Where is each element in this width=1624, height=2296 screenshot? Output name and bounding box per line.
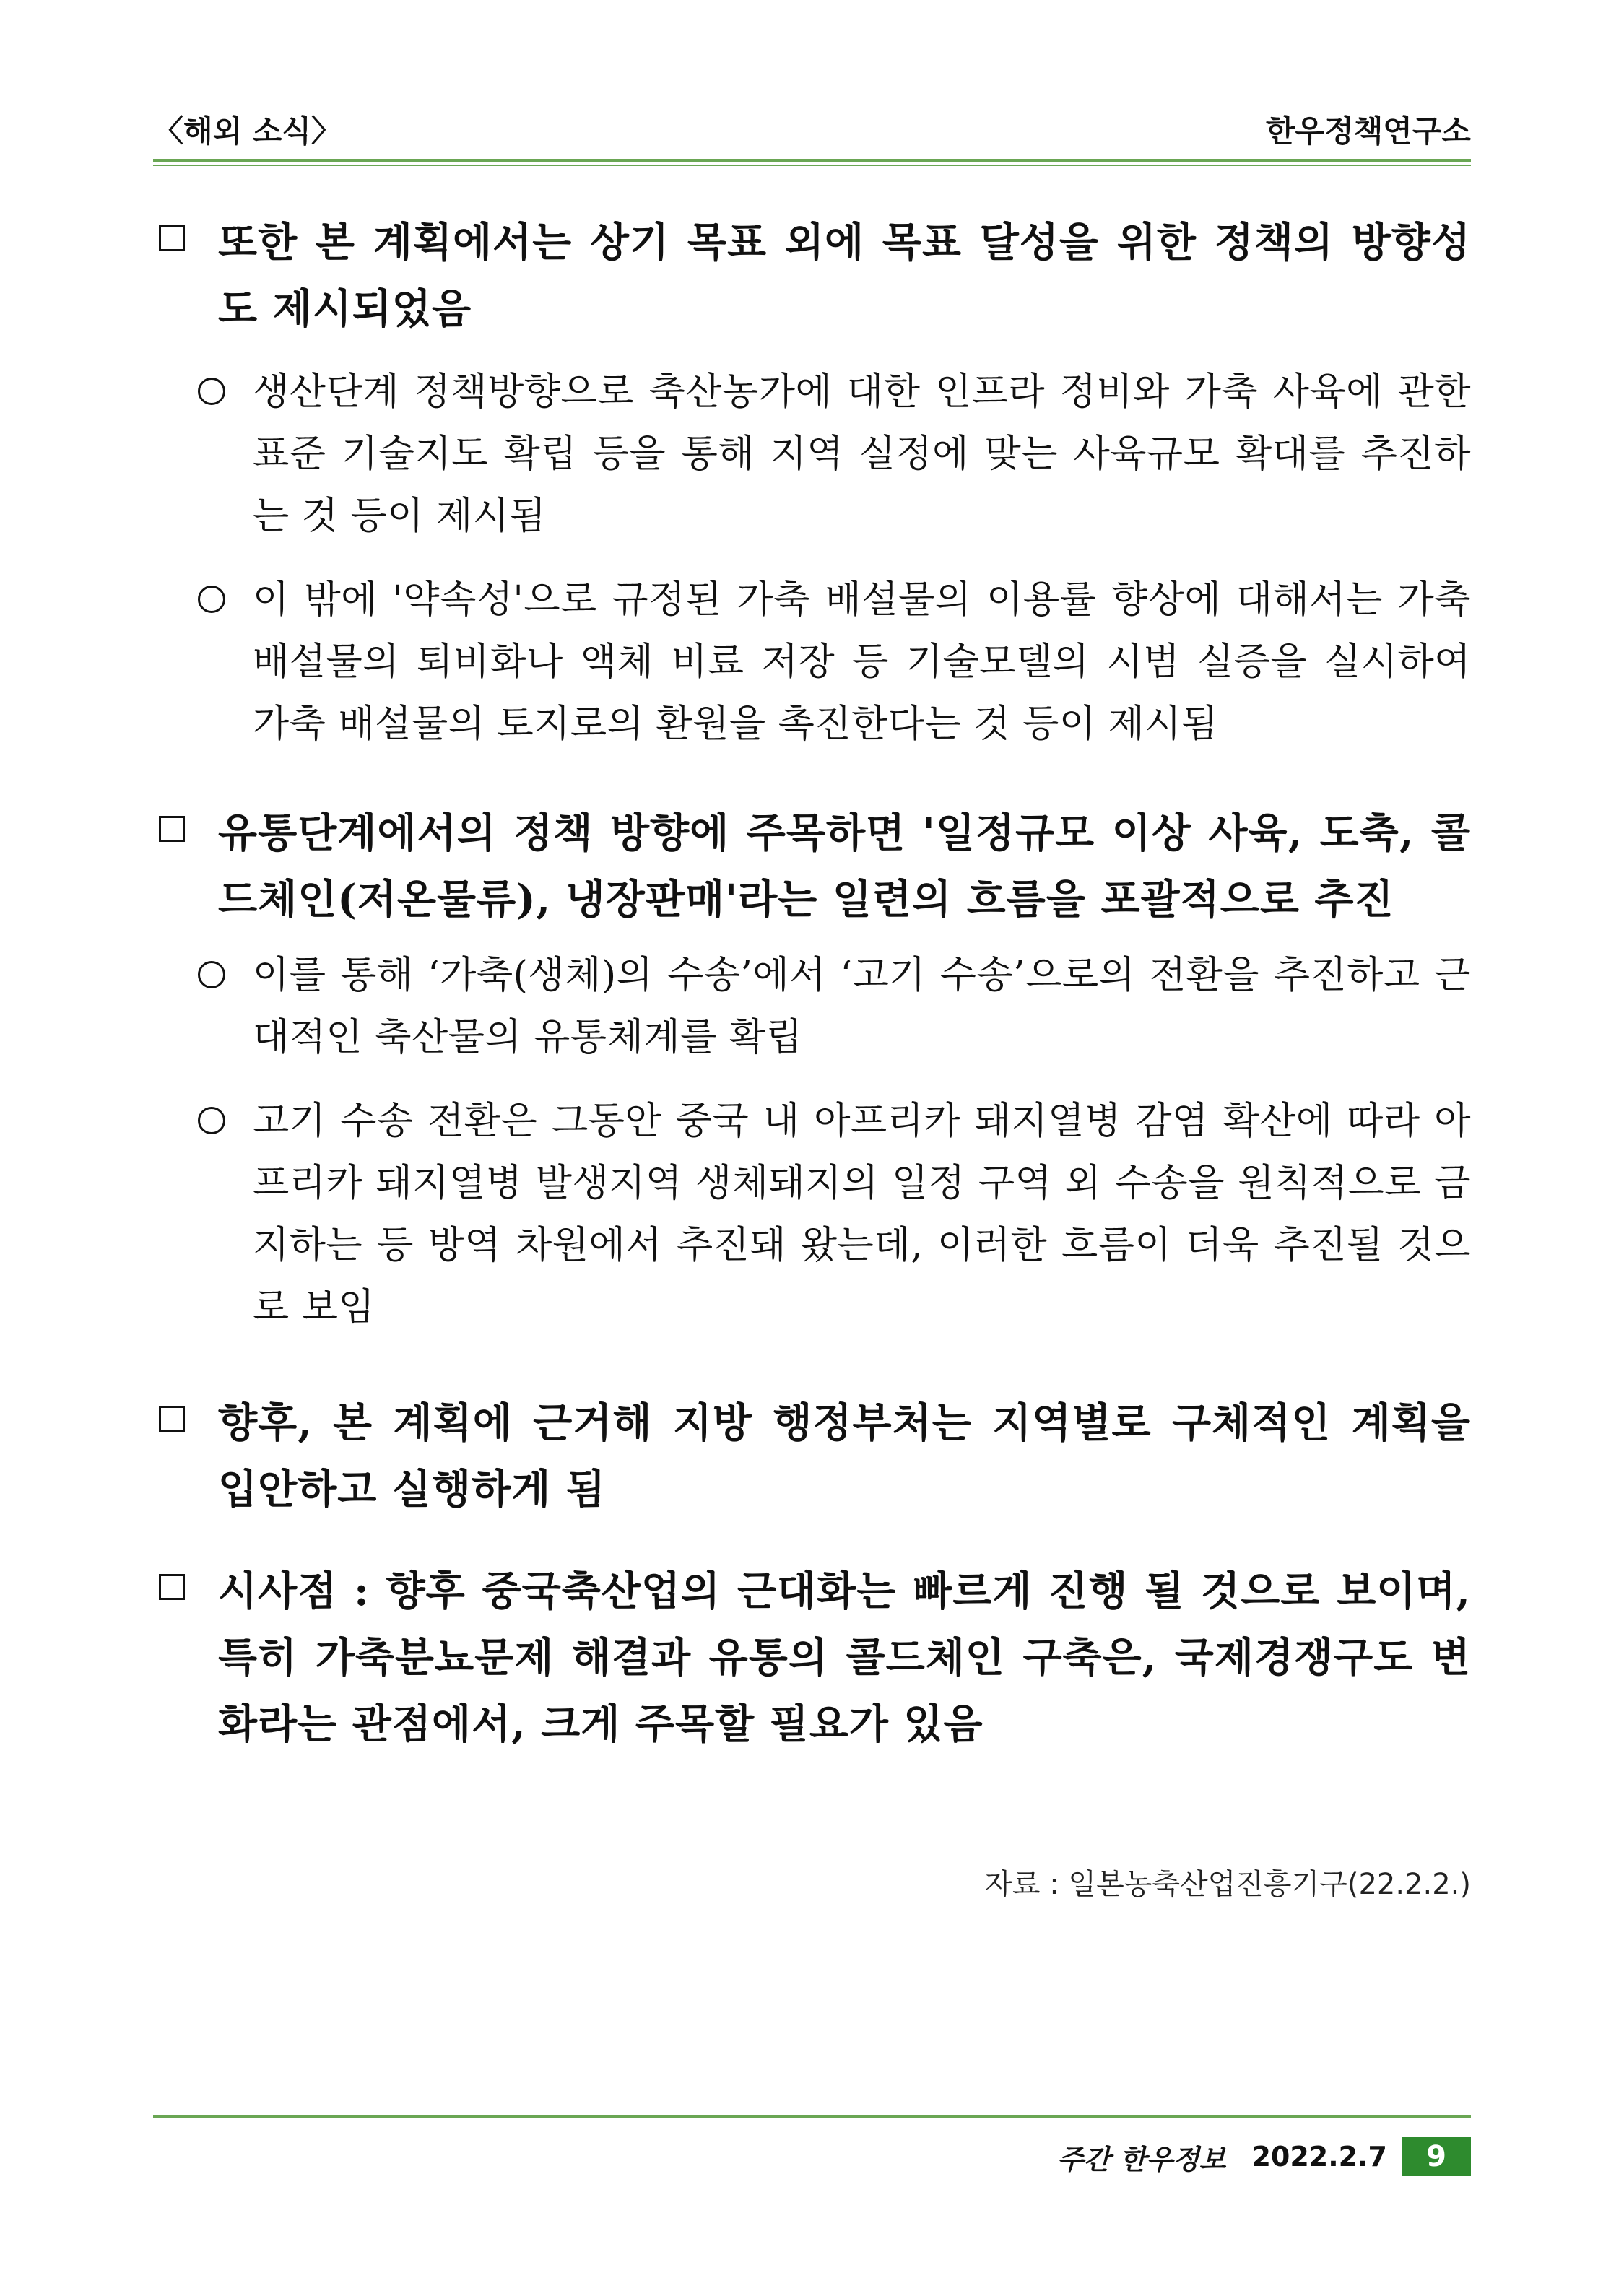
square-bullet-item [153, 1390, 1471, 1523]
circle-bullet-icon [198, 586, 225, 613]
square-bullet-icon [159, 816, 185, 842]
square-bullet-icon [159, 225, 185, 251]
header-section-label: 〈해외 소식〉 [153, 113, 342, 149]
circle-bullet-icon [198, 1107, 225, 1134]
page-header [153, 110, 1471, 153]
footer-publication: 주간 한우정보 [1057, 2143, 1226, 2175]
square-bullet-item [153, 1558, 1471, 1757]
section-2 [153, 800, 1471, 1339]
square-bullet-icon [159, 1574, 185, 1600]
header-divider-thick [153, 159, 1471, 162]
circle-bullet-item [153, 944, 1471, 1069]
circle-bullet-icon [198, 378, 225, 405]
footer-date: 2022.2.7 [1251, 2141, 1387, 2173]
circle-bullet-item [153, 569, 1471, 755]
header-organization: 한우정책연구소 [1265, 113, 1471, 149]
square-bullet-item [153, 209, 1471, 342]
source-citation: 자료 : 일본농축산업진흥기구(22.2.2.) [984, 1868, 1471, 1901]
circle-bullet-item [153, 361, 1471, 547]
section-heading-text: 유통단계에서의 정책 방향에 주목하면 '일정규모 이상 사육, 도축, 콜드체인(저온물류), 냉장판매'라는 일련의 흐름을 포괄적으로 추진 [218, 809, 1471, 923]
circle-bullet-item [153, 1090, 1471, 1339]
footer-divider [153, 2115, 1471, 2118]
section-heading-text: 향후, 본 계획에 근거해 지방 행정부처는 지역별로 구체적인 계획을 입안하고 실행하게 됨 [218, 1399, 1471, 1513]
bullet-text: 생산단계 정책방향으로 축산농가에 대한 인프라 정비와 가축 사육에 관한 표준 기술지도 확립 등을 통해 지역 실정에 맞는 사육규모 확대를 추진하는 것 등이 제시됨 [253, 370, 1471, 538]
header-divider-thin [153, 165, 1471, 166]
page-number-badge: 9 [1402, 2137, 1471, 2176]
section-4 [153, 1558, 1471, 1757]
page-footer [1057, 2136, 1471, 2178]
bullet-text: 이 밖에 '약속성'으로 규정된 가축 배설물의 이용률 향상에 대해서는 가축 배설물의 퇴비화나 액체 비료 저장 등 기술모델의 시범 실증을 실시하여 가축 배설물의 토지로의 환원을 촉진한다는 것 등이 제시됨 [253, 578, 1471, 746]
bullet-text: 이를 통해 ‘가축(생체)의 수송’에서 ‘고기 수송’으로의 전환을 추진하고 근대적인 축산물의 유통체계를 확립 [253, 954, 1471, 1059]
circle-bullet-icon [198, 961, 225, 988]
section-heading-text: 시사점 : 향후 중국축산업의 근대화는 빠르게 진행 될 것으로 보이며, 특히 가축분뇨문제 해결과 유통의 콜드체인 구축은, 국제경쟁구도 변화라는 관점에서, 크게 주목할 필요가 있음 [218, 1567, 1471, 1748]
section-heading-text: 또한 본 계획에서는 상기 목표 외에 목표 달성을 위한 정책의 방향성도 제시되었음 [218, 219, 1471, 333]
square-bullet-item [153, 800, 1471, 933]
square-bullet-icon [159, 1406, 185, 1432]
bullet-text: 고기 수송 전환은 그동안 중국 내 아프리카 돼지열병 감염 확산에 따라 아프리카 돼지열병 발생지역 생체돼지의 일정 구역 외 수송을 원칙적으로 금지하는 등 방역 차원에서 추진돼 왔는데, 이러한 흐름이 더욱 추진될 것으로 보임 [253, 1100, 1471, 1329]
section-3 [153, 1390, 1471, 1523]
section-1 [153, 209, 1471, 755]
